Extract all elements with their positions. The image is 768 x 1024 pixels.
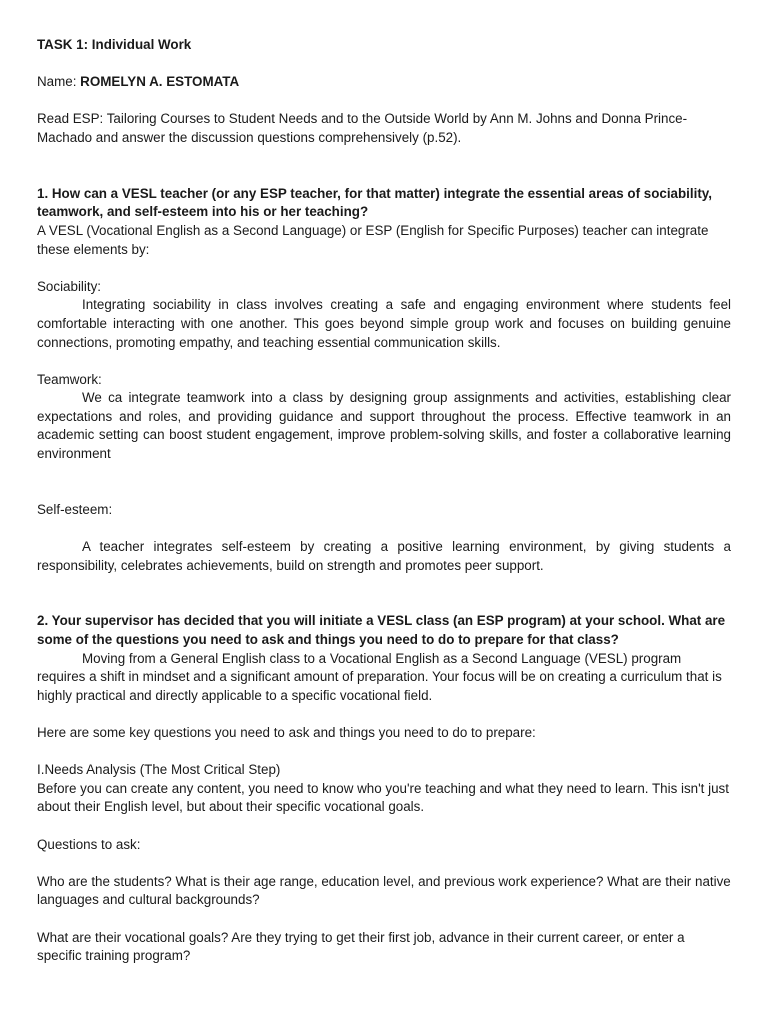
questions-to-ask-label: Questions to ask:: [37, 836, 141, 852]
name-label: Name:: [37, 74, 81, 90]
question-1-answer-intro: A VESL (Vocational English as a Second Language) or ESP (English for Specific Purposes) teacher can integrate these elements by:: [37, 222, 709, 257]
sociability-text: Integrating sociability in class involves creating a safe and engaging environment where students feel comfortable interacting with one another. This goes beyond simple group work and focuses on building genuine connections, promoting empathy, and teaching essential communication skills.: [37, 297, 731, 350]
self-esteem-text: A teacher integrates self-esteem by creating a positive learning environment, by giving students a responsibility, celebrates achievements, build on strength and promotes peer support.: [37, 539, 731, 573]
sociability-label: Sociability:: [37, 278, 102, 294]
question-vocational-goals: What are their vocational goals? Are they trying to get their first job, advance in their current career, or enter a specific training program?: [37, 929, 685, 964]
teamwork-text: We ca integrate teamwork into a class by designing group assignments and activities, establishing clear expectations and roles, and providing guidance and support throughout the process. Effective teamwork in an academic setting can boost student engagement, improve problem-solving skills, and foster a collaborative learning environment: [37, 390, 731, 462]
question-students: Who are the students? What is their age range, education level, and previous work experience? What are their native languages and cultural backgrounds?: [37, 873, 731, 908]
self-esteem-label: Self-esteem:: [37, 501, 113, 517]
task-title: TASK 1: Individual Work: [37, 37, 192, 52]
needs-analysis-text: Before you can create any content, you need to know who you're teaching and what they need to learn. This isn't just about their English level, but about their specific vocational goals.: [37, 780, 729, 815]
intro-paragraph: Read ESP: Tailoring Courses to Student Needs and to the Outside World by Ann M. Johns and Donna Prince-Machado and answer the discussion questions comprehensively (p.52).: [37, 111, 688, 145]
teamwork-label: Teamwork:: [37, 371, 102, 387]
question-1: 1. How can a VESL teacher (or any ESP teacher, for that matter) integrate the essential areas of sociability, teamwork, and self-esteem into his or her teaching?: [37, 185, 712, 220]
needs-analysis-heading: I.Needs Analysis (The Most Critical Step): [37, 762, 281, 778]
name-line: [37, 73, 731, 92]
question-2-answer-intro: Moving from a General English class to a Vocational English as a Second Language (VESL) program requires a shift in mindset and a significant amount of preparation. Your focus will be on creating a curriculum that is highly practical and directly applicable to a specific vocational field.: [37, 650, 722, 703]
key-questions-intro: Here are some key questions you need to ask and things you need to do to prepare:: [37, 724, 536, 740]
document-page: [37, 36, 731, 966]
student-name: ROMELYN A. ESTOMATA: [80, 74, 240, 90]
question-2: 2. Your supervisor has decided that you will initiate a VESL class (an ESP program) at your school. What are some of the questions you need to ask and things you need to do to prepare for that class?: [37, 613, 726, 647]
